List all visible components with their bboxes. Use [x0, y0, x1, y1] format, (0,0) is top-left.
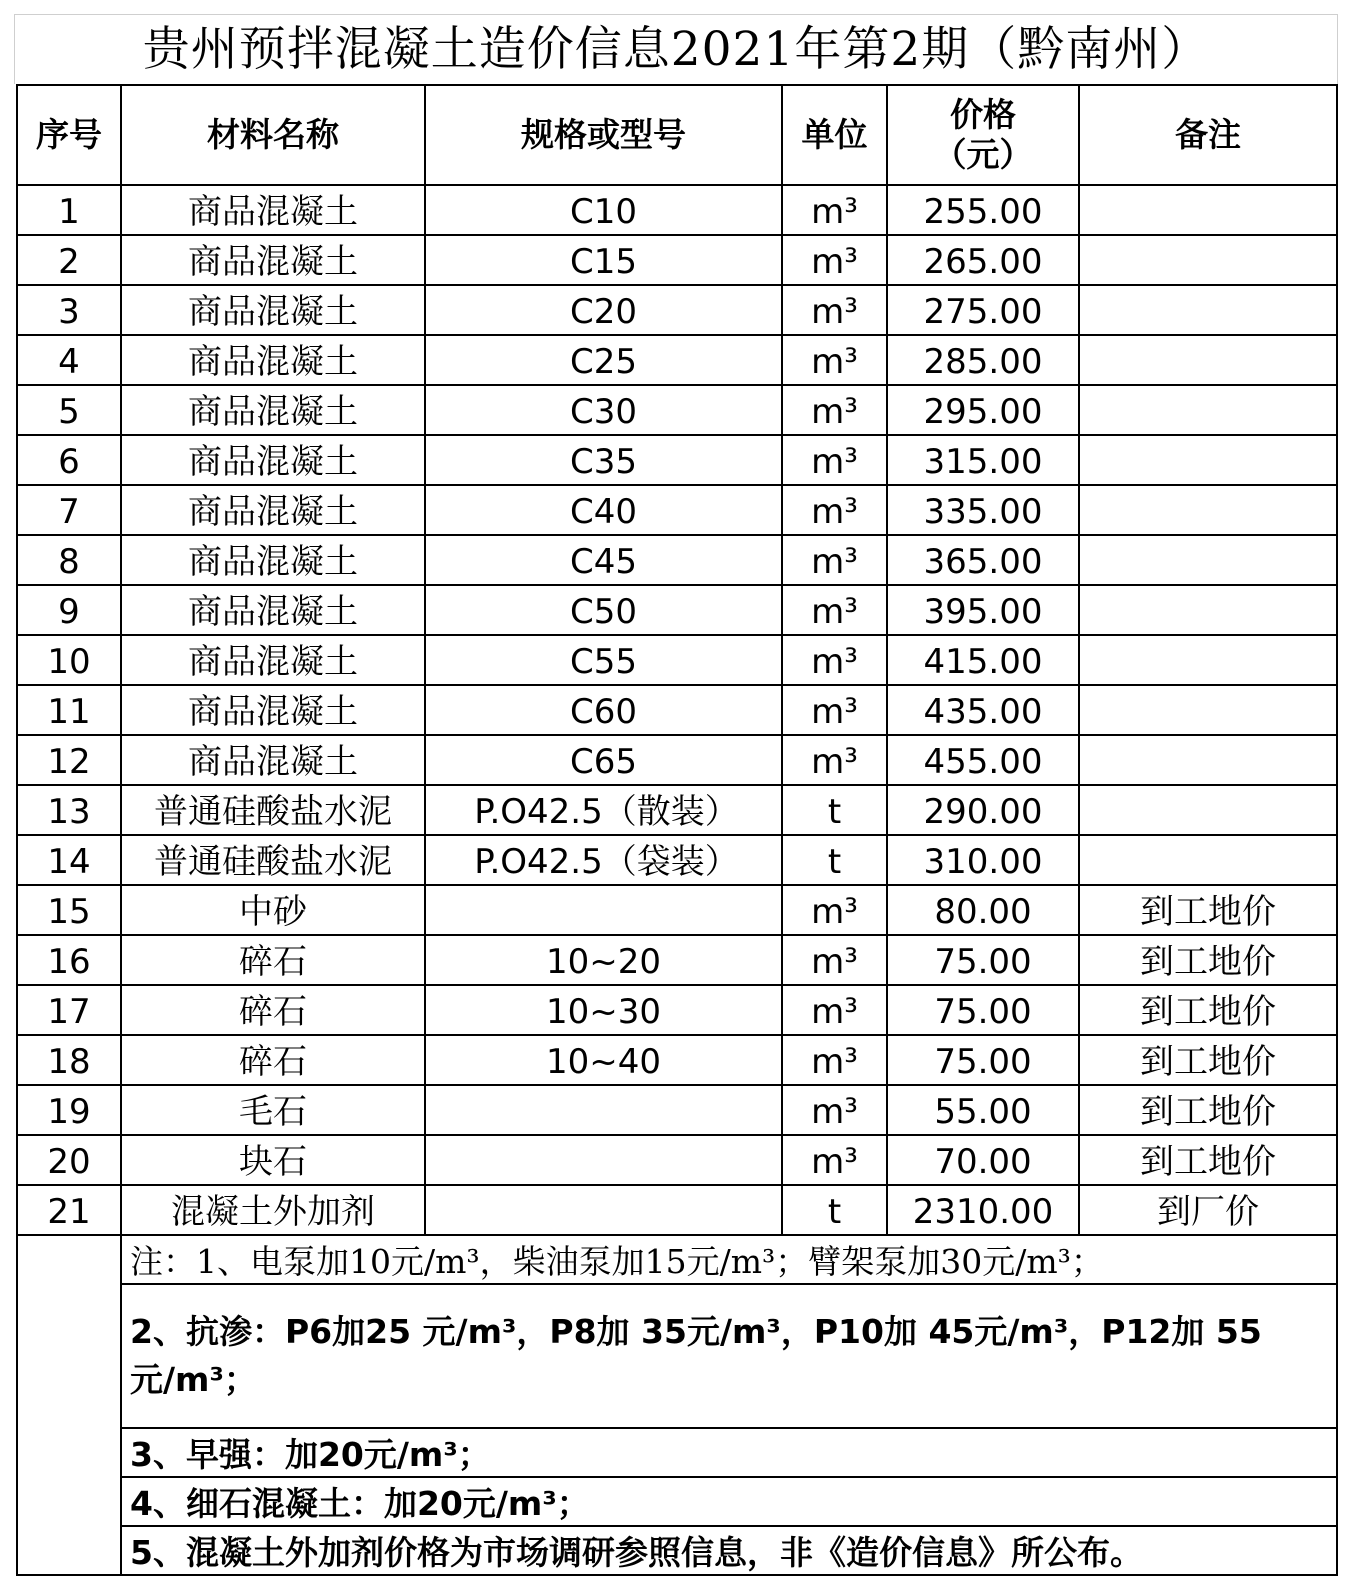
note-row	[17, 1235, 1337, 1284]
cell-unit: t	[782, 785, 887, 835]
cell-unit: m³	[782, 1135, 887, 1185]
cell-spec: C15	[425, 235, 782, 285]
cell-unit: m³	[782, 985, 887, 1035]
cell-seq: 3	[17, 285, 121, 335]
cell-price: 455.00	[887, 735, 1079, 785]
cell-price: 70.00	[887, 1135, 1079, 1185]
cell-material-name: 块石	[121, 1135, 425, 1185]
note-3: 3、早强：加20元/m³；	[121, 1428, 1337, 1477]
cell-spec: P.O42.5（散装）	[425, 785, 782, 835]
table-row	[17, 485, 1337, 535]
cell-price: 80.00	[887, 885, 1079, 935]
cell-material-name: 商品混凝土	[121, 285, 425, 335]
cell-price: 275.00	[887, 285, 1079, 335]
table-row	[17, 185, 1337, 235]
cell-seq: 20	[17, 1135, 121, 1185]
cell-seq: 19	[17, 1085, 121, 1135]
cell-unit: m³	[782, 885, 887, 935]
cell-spec: C40	[425, 485, 782, 535]
cell-remark	[1079, 335, 1337, 385]
notes-lead-cell	[17, 1235, 121, 1575]
cell-spec: 10~20	[425, 935, 782, 985]
cell-price: 75.00	[887, 935, 1079, 985]
cell-price: 295.00	[887, 385, 1079, 435]
cell-spec: C20	[425, 285, 782, 335]
cell-material-name: 商品混凝土	[121, 435, 425, 485]
table-row	[17, 735, 1337, 785]
cell-remark	[1079, 835, 1337, 885]
cell-unit: m³	[782, 1035, 887, 1085]
cell-seq: 6	[17, 435, 121, 485]
cell-seq: 5	[17, 385, 121, 435]
cell-material-name: 毛石	[121, 1085, 425, 1135]
cell-price: 395.00	[887, 585, 1079, 635]
cell-spec: C55	[425, 635, 782, 685]
cell-remark: 到工地价	[1079, 1035, 1337, 1085]
cell-unit: m³	[782, 685, 887, 735]
cell-price: 310.00	[887, 835, 1079, 885]
cell-remark	[1079, 435, 1337, 485]
cell-material-name: 碎石	[121, 935, 425, 985]
cell-spec	[425, 885, 782, 935]
cell-seq: 18	[17, 1035, 121, 1085]
cell-seq: 17	[17, 985, 121, 1035]
cell-price: 75.00	[887, 985, 1079, 1035]
cell-price: 435.00	[887, 685, 1079, 735]
cell-spec: C60	[425, 685, 782, 735]
cell-unit: m³	[782, 535, 887, 585]
cell-unit: m³	[782, 635, 887, 685]
cell-price: 335.00	[887, 485, 1079, 535]
header-remark: 备注	[1079, 85, 1337, 185]
header-seq: 序号	[17, 85, 121, 185]
page-title: 贵州预拌混凝土造价信息2021年第2期（黔南州）	[14, 14, 1338, 84]
table-row	[17, 535, 1337, 585]
cell-spec	[425, 1185, 782, 1235]
header-price-label: 价格	[950, 95, 1016, 134]
cell-unit: t	[782, 835, 887, 885]
cell-unit: m³	[782, 235, 887, 285]
cell-remark: 到工地价	[1079, 935, 1337, 985]
table-row	[17, 235, 1337, 285]
cell-seq: 21	[17, 1185, 121, 1235]
cell-remark	[1079, 785, 1337, 835]
cell-remark	[1079, 735, 1337, 785]
note-5: 5、混凝土外加剂价格为市场调研参照信息，非《造价信息》所公布。	[121, 1526, 1337, 1575]
cell-remark	[1079, 235, 1337, 285]
cell-remark	[1079, 585, 1337, 635]
cell-remark: 到厂价	[1079, 1185, 1337, 1235]
table-row	[17, 285, 1337, 335]
cell-unit: m³	[782, 185, 887, 235]
cell-spec: P.O42.5（袋装）	[425, 835, 782, 885]
table-row	[17, 885, 1337, 935]
cell-material-name: 碎石	[121, 1035, 425, 1085]
cell-spec: C30	[425, 385, 782, 435]
table-row	[17, 635, 1337, 685]
cell-spec	[425, 1135, 782, 1185]
header-price-unit: （元）	[933, 135, 1033, 174]
header-unit: 单位	[782, 85, 887, 185]
header-spec: 规格或型号	[425, 85, 782, 185]
cell-material-name: 商品混凝土	[121, 585, 425, 635]
cell-material-name: 商品混凝土	[121, 335, 425, 385]
cell-unit: m³	[782, 335, 887, 385]
header-row	[17, 85, 1337, 185]
cell-unit: m³	[782, 385, 887, 435]
table-row	[17, 785, 1337, 835]
cell-unit: m³	[782, 935, 887, 985]
cell-material-name: 商品混凝土	[121, 635, 425, 685]
cell-price: 285.00	[887, 335, 1079, 385]
cell-spec: C35	[425, 435, 782, 485]
note-row	[17, 1284, 1337, 1428]
cell-price: 55.00	[887, 1085, 1079, 1135]
cell-remark: 到工地价	[1079, 985, 1337, 1035]
cell-remark	[1079, 385, 1337, 435]
table-row	[17, 385, 1337, 435]
cell-seq: 15	[17, 885, 121, 935]
cell-seq: 7	[17, 485, 121, 535]
cell-spec: C50	[425, 585, 782, 635]
cell-spec: C25	[425, 335, 782, 385]
header-name: 材料名称	[121, 85, 425, 185]
cell-seq: 9	[17, 585, 121, 635]
table-row	[17, 935, 1337, 985]
cell-price: 2310.00	[887, 1185, 1079, 1235]
cell-unit: m³	[782, 585, 887, 635]
cell-price: 255.00	[887, 185, 1079, 235]
cell-seq: 16	[17, 935, 121, 985]
cell-spec: C45	[425, 535, 782, 585]
table-row	[17, 1135, 1337, 1185]
cell-spec	[425, 1085, 782, 1135]
cell-remark	[1079, 185, 1337, 235]
cell-unit: m³	[782, 435, 887, 485]
note-row	[17, 1477, 1337, 1526]
cell-material-name: 普通硅酸盐水泥	[121, 835, 425, 885]
cell-spec: C65	[425, 735, 782, 785]
cell-remark	[1079, 285, 1337, 335]
cell-remark	[1079, 635, 1337, 685]
cell-remark	[1079, 535, 1337, 585]
cell-price: 365.00	[887, 535, 1079, 585]
note-row	[17, 1526, 1337, 1575]
cell-spec: 10~40	[425, 1035, 782, 1085]
note-row	[17, 1428, 1337, 1477]
cell-seq: 11	[17, 685, 121, 735]
cell-material-name: 普通硅酸盐水泥	[121, 785, 425, 835]
cell-unit: m³	[782, 485, 887, 535]
cell-unit: m³	[782, 1085, 887, 1135]
table-row	[17, 985, 1337, 1035]
table-row	[17, 585, 1337, 635]
note-2: 2、抗渗：P6加25 元/m³，P8加 35元/m³，P10加 45元/m³，P12加 55元/m³；	[121, 1284, 1337, 1428]
cell-material-name: 商品混凝土	[121, 385, 425, 435]
cell-remark	[1079, 685, 1337, 735]
cell-seq: 8	[17, 535, 121, 585]
cell-remark: 到工地价	[1079, 1135, 1337, 1185]
header-price	[887, 85, 1079, 185]
cell-material-name: 商品混凝土	[121, 535, 425, 585]
cell-price: 415.00	[887, 635, 1079, 685]
table-row	[17, 1035, 1337, 1085]
cell-unit: m³	[782, 735, 887, 785]
cell-seq: 4	[17, 335, 121, 385]
cell-seq: 2	[17, 235, 121, 285]
cell-material-name: 混凝土外加剂	[121, 1185, 425, 1235]
table-row	[17, 335, 1337, 385]
cell-seq: 13	[17, 785, 121, 835]
cell-material-name: 碎石	[121, 985, 425, 1035]
table-row	[17, 835, 1337, 885]
cell-material-name: 商品混凝土	[121, 685, 425, 735]
cell-material-name: 商品混凝土	[121, 235, 425, 285]
table-row	[17, 1185, 1337, 1235]
cell-seq: 14	[17, 835, 121, 885]
cell-material-name: 中砂	[121, 885, 425, 935]
cell-seq: 12	[17, 735, 121, 785]
cell-seq: 1	[17, 185, 121, 235]
cell-remark	[1079, 485, 1337, 535]
table-row	[17, 435, 1337, 485]
table-row	[17, 1085, 1337, 1135]
price-table	[16, 84, 1338, 1576]
cell-spec: 10~30	[425, 985, 782, 1035]
cell-price: 75.00	[887, 1035, 1079, 1085]
cell-unit: m³	[782, 285, 887, 335]
cell-spec: C10	[425, 185, 782, 235]
cell-seq: 10	[17, 635, 121, 685]
cell-unit: t	[782, 1185, 887, 1235]
cell-material-name: 商品混凝土	[121, 735, 425, 785]
cell-material-name: 商品混凝土	[121, 185, 425, 235]
cell-remark: 到工地价	[1079, 1085, 1337, 1135]
note-4: 4、细石混凝土：加20元/m³；	[121, 1477, 1337, 1526]
cell-price: 290.00	[887, 785, 1079, 835]
cell-price: 265.00	[887, 235, 1079, 285]
table-row	[17, 685, 1337, 735]
cell-price: 315.00	[887, 435, 1079, 485]
cell-remark: 到工地价	[1079, 885, 1337, 935]
note-1: 注：1、电泵加10元/m³，柴油泵加15元/m³；臂架泵加30元/m³；	[121, 1235, 1337, 1284]
cell-material-name: 商品混凝土	[121, 485, 425, 535]
